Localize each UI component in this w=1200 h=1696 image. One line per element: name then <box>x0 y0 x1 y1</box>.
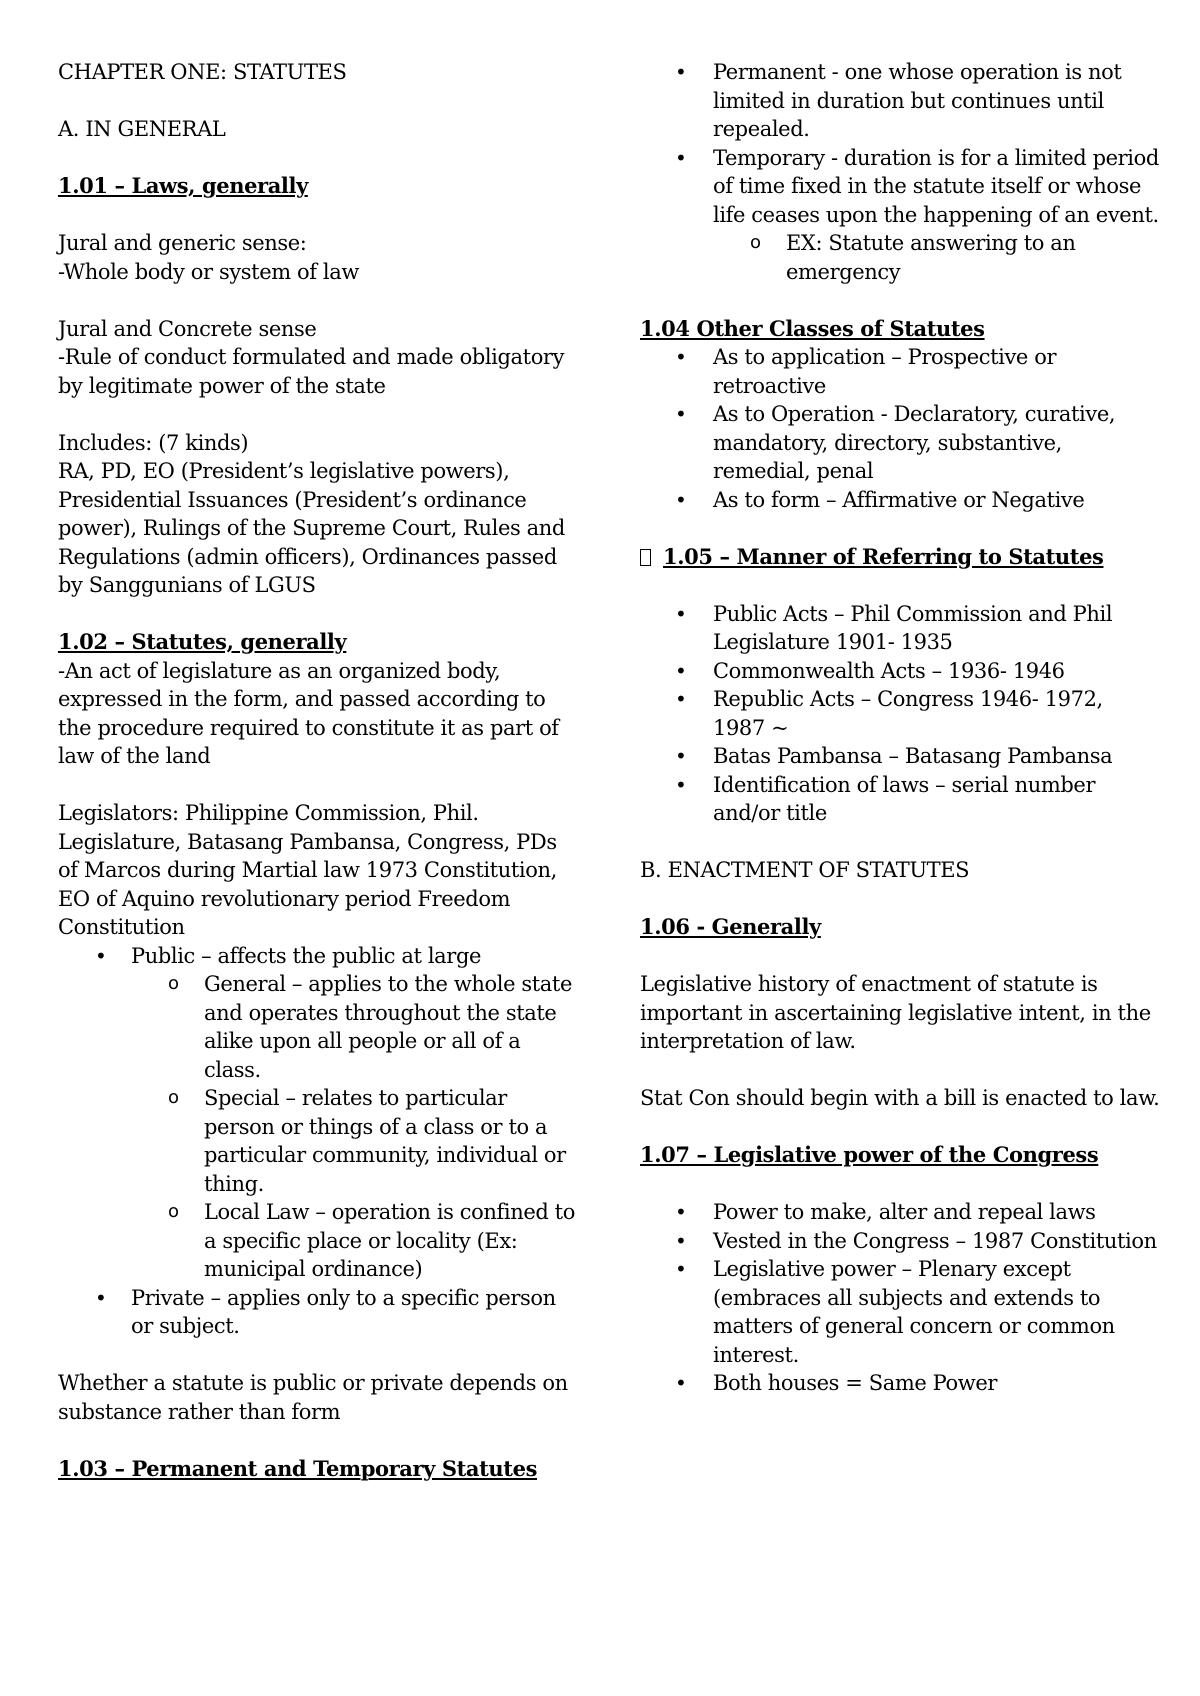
private-statute-item: • Private – applies only to a specific person or subject. <box>58 1284 578 1341</box>
referring-statutes-list <box>640 600 1160 828</box>
jural-concrete-label: Jural and Concrete sense <box>58 316 317 341</box>
checkbox-glyph-icon <box>640 549 651 566</box>
other-classes-list <box>640 343 1160 514</box>
list-item: • As to application – Prospective or retroactive <box>640 343 1160 400</box>
list-item: • Legislative power – Plenary except (embraces all subjects and extends to matters of general concern or common interest. <box>640 1255 1160 1369</box>
list-item: • Vested in the Congress – 1987 Constitution <box>640 1227 1160 1256</box>
list-item: • Republic Acts – Congress 1946- 1972, 1987 ~ <box>640 685 1160 742</box>
statute-types-list <box>58 942 578 1341</box>
jural-generic-definition: -Whole body or system of law <box>58 259 359 284</box>
temporary-statute-item: Temporary - duration is for a limited period of time fixed in the statute itself or whose life ceases upon the happening of an event. <box>713 145 1159 227</box>
jural-generic-label: Jural and generic sense: <box>58 231 307 255</box>
section-1-04-heading: 1.04 Other Classes of Statutes <box>640 315 985 341</box>
list-item: • Batas Pambansa – Batasang Pambansa <box>640 742 1160 771</box>
list-item: • Both houses = Same Power <box>640 1369 1160 1398</box>
legislative-history-paragraph: Legislative history of enactment of statute is important in ascertaining legislative intent, in the interpretation of law. <box>640 972 1151 1053</box>
list-item: • Identification of laws – serial number and/or title <box>640 771 1160 828</box>
list-item: • As to form – Affirmative or Negative <box>640 486 1160 515</box>
includes-list: RA, PD, EO (President’s legislative powers), Presidential Issuances (President’s ordinance power), Rulings of the Supreme Court, Rules and Regulations (admin officers), Ordinances passed by Sanggunians of LGUS <box>58 459 565 597</box>
section-1-07-heading: 1.07 – Legislative power of the Congress <box>640 1142 1099 1167</box>
section-1-05-heading-line <box>640 543 1160 572</box>
list-item: o General – applies to the whole state and operates throughout the state alike upon all people or all of a class. <box>131 970 578 1084</box>
list-item: • Permanent - one whose operation is not limited in duration but continues until repealed. <box>640 58 1160 144</box>
list-item <box>58 942 578 1284</box>
part-b-heading: B. ENACTMENT OF STATUTES <box>640 858 970 882</box>
section-1-02-heading: 1.02 – Statutes, generally <box>58 629 347 654</box>
list-item <box>640 144 1160 287</box>
list-item: • As to Operation - Declaratory, curative, mandatory, directory, substantive, remedial, penal <box>640 400 1160 486</box>
section-1-03-heading: 1.03 – Permanent and Temporary Statutes <box>58 1455 537 1481</box>
public-subtypes-list <box>131 970 578 1284</box>
permanent-temporary-list <box>640 58 1160 286</box>
list-item: • Public Acts – Phil Commission and Phil Legislature 1901- 1935 <box>640 600 1160 657</box>
legislators-paragraph: Legislators: Philippine Commission, Phil. Legislature, Batasang Pambansa, Congress, PDs of Marcos during Martial law 1973 Constitution, EO of Aquino revolutionary period Freedom Constitution <box>58 801 557 939</box>
right-column <box>640 58 1160 1398</box>
legislative-power-list <box>640 1198 1160 1398</box>
section-1-05-heading: 1.05 – Manner of Referring to Statutes <box>663 543 1104 569</box>
statute-definition: -An act of legislature as an organized body, expressed in the form, and passed according to the procedure required to constitute it as part of law of the land <box>58 658 559 768</box>
public-private-note: Whether a statute is public or private depends on substance rather than form <box>58 1371 568 1424</box>
left-column <box>58 58 578 1483</box>
jural-concrete-definition: -Rule of conduct formulated and made obligatory by legitimate power of the state <box>58 345 565 398</box>
chapter-title: CHAPTER ONE: STATUTES <box>58 60 347 84</box>
list-item: o Local Law – operation is confined to a specific place or locality (Ex: municipal ordinance) <box>131 1198 578 1284</box>
stat-con-paragraph: Stat Con should begin with a bill is enacted to law. <box>640 1086 1160 1110</box>
public-statute-item: Public – affects the public at large <box>131 943 482 968</box>
temporary-sub-list <box>713 229 1160 286</box>
section-1-06-heading: 1.06 - Generally <box>640 914 821 939</box>
list-item: • Commonwealth Acts – 1936- 1946 <box>640 657 1160 686</box>
list-item: o EX: Statute answering to an emergency <box>713 229 1160 286</box>
list-item: • Power to make, alter and repeal laws <box>640 1198 1160 1227</box>
section-1-01-heading: 1.01 – Laws, generally <box>58 173 308 198</box>
part-a-heading: A. IN GENERAL <box>58 117 226 141</box>
includes-label: Includes: (7 kinds) <box>58 430 249 455</box>
list-item: o Special – relates to particular person or things of a class or to a particular community, individual or thing. <box>131 1084 578 1198</box>
